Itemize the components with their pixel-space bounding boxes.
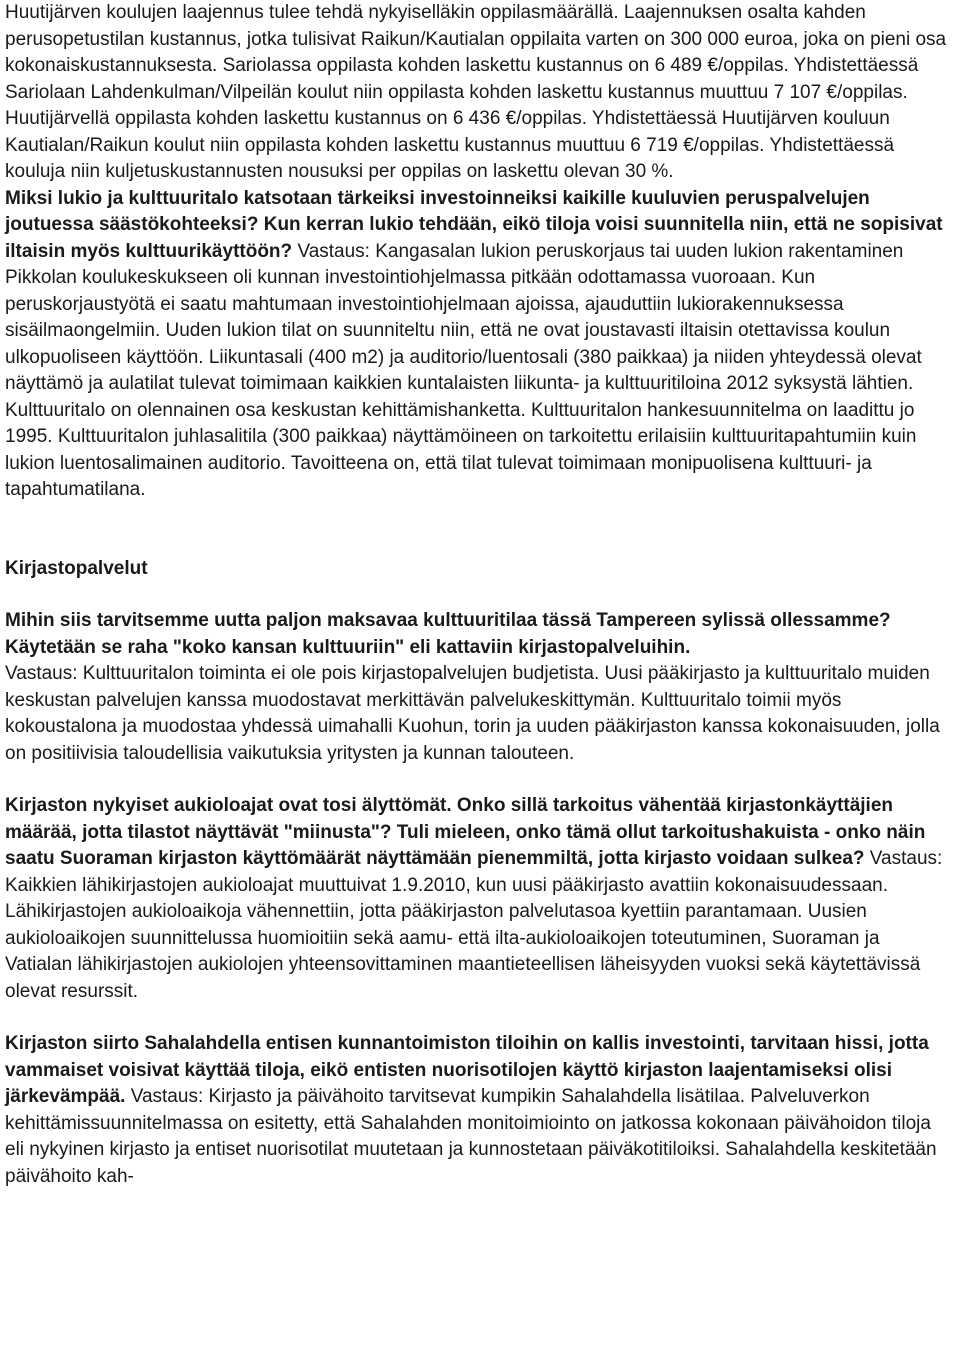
kirjasto-question-3: Kirjaston siirto Sahalahdella entisen kunnantoimiston tiloihin on kallis investointi, tarvitaan hissi, jotta vammaiset voisivat käyttää tiloja, eikö entisten nuorisotilojen käyttö kirjaston laajentamiseksi olisi järkevämpää. <box>5 1033 929 1107</box>
intro-paragraph: Huutijärven koulujen laajennus tulee tehdä nykyiselläkin oppilasmäärällä. Laajennuksen osalta kahden perusopetustilan kustannus, jotka tulisivat Raikun/Kautialan oppilaita varten on 300 000 euroa, joka on pieni osa kokonaiskustannuksesta. Sariolassa oppilasta kohden laskettu kustannus on 6 489 €/oppilas. Yhdistettäessä Sariolaan Lahdenkulman/Vilpeilän koulut niin oppilasta kohden laskettu kustannus muuttuu 7 107 €/oppilas. Huutijärvellä oppilasta kohden laskettu kustannus on 6 436 €/oppilas. Yhdistettäessä Huutijärven kouluun Kautialan/Raikun koulut niin oppilasta kohden laskettu kustannus muuttuu 6 719 €/oppilas. Yhdistettäessä kouluja niin kuljetuskustannusten nousuksi per oppilas on laskettu olevan 30 %. <box>5 2 947 182</box>
lukio-qa-paragraph <box>5 186 950 504</box>
lukio-question-2: Kun kerran lukio tehdään, eikö tiloja voisi suunnitella niin, että ne sopisivat iltaisin myös kulttuurikäyttöön? <box>5 214 943 262</box>
kirjasto-answer-1: Vastaus: Kulttuuritalon toiminta ei ole pois kirjastopalvelujen budjetista. Uusi pääkirjasto ja kulttuuritalo muiden keskustan palvelujen kanssa muodostavat merkittävän palvelukeskittymän. Kulttuuritalo toimii myös kokoustalona ja muodostaa yhdessä uimahalli Kuohun, torin ja uuden pääkirjaston kanssa kokonaisuuden, jolla on positiivisia taloudellisia vaikutuksia yritysten ja kunnan talouteen. <box>5 663 940 764</box>
section-spacer <box>5 504 950 556</box>
kirjasto-qa-1 <box>5 608 950 767</box>
kirjasto-question-1: Mihin siis tarvitsemme uutta paljon maksavaa kulttuuritilaa tässä Tampereen sylissä ollessamme? Käytetään se raha "koko kansan kulttuuriin" eli kattaviin kirjastopalveluihin. <box>5 610 891 658</box>
kirjasto-qa-3 <box>5 1031 950 1190</box>
kirjasto-qa-2 <box>5 793 950 1005</box>
kirjasto-answer-2: Vastaus: Kaikkien lähikirjastojen aukioloajat muuttuivat 1.9.2010, kun uusi pääkirjasto avattiin kokonaisuudessaan. Lähikirjastojen aukioloaikoja vähennettiin, jotta pääkirjaston palvelutasoa kyettiin parantamaan. Uusien aukioloaikojen suunnittelussa huomioitiin sekä aamu- että ilta-aukioloaikojen toteutuminen, Suoraman ja Vatialan lähikirjastojen aukiolojen yhteensovittaminen maantieteellisen läheisyyden vuoksi sekä käytettävissä olevat resurssit. <box>5 848 943 1002</box>
document-page <box>5 0 950 1190</box>
paragraph-spacer <box>5 1005 950 1031</box>
section-spacer <box>5 582 950 608</box>
kirjasto-answer-3: Vastaus: Kirjasto ja päivähoito tarvitsevat kumpikin Sahalahdella lisätilaa. Palveluverkon kehittämissuunnitelmassa on esitetty, että Sahalahden monitoimiointo on jatkossa kokonaan päivähoidon tiloja eli nykyinen kirjasto ja entiset nuorisotilat muutetaan ja kunnostetaan päiväkotitiloiksi. Sahalahdella keskitetään päivähoito kah- <box>5 1086 937 1187</box>
section-heading-kirjastopalvelut: Kirjastopalvelut <box>5 557 148 579</box>
lukio-answer: Vastaus: Kangasalan lukion peruskorjaus tai uuden lukion rakentaminen Pikkolan koulukeskukseen oli kunnan investointiohjelmassa pitkään odottamassa vuoroaan. Kun peruskorjaustyötä ei saatu mahtumaan investointiohjelmaan ajoissa, ajauduttiin lukiorakennuksessa sisäilmaongelmiin. Uuden lukion tilat on suunniteltu niin, että ne ovat joustavasti iltaisin otettavissa koulun ulkopuoliseen käyttöön. Liikuntasali (400 m2) ja auditorio/luentosali (380 paikkaa) ja niiden yhteydessä olevat näyttämö ja aulatilat tulevat toimimaan kaikkien kuntalaisten liikunta- ja kulttuuritiloina 2012 syksystä lähtien. Kulttuuritalo on olennainen osa keskustan kehittämishanketta. Kulttuuritalon hankesuunnitelma on laadittu jo 1995. Kulttuuritalon juhlasalitila (300 paikkaa) näyttämöineen on tarkoitettu erilaisiin kulttuuritapahtumiin kuin lukion luentosalimainen auditorio. Tavoitteena on, että tilat tulevat toimimaan monipuolisena kulttuuri- ja tapahtumatilana. <box>5 240 922 500</box>
paragraph-spacer <box>5 767 950 793</box>
lukio-question-1: Miksi lukio ja kulttuuritalo katsotaan tärkeiksi investoinneiksi kaikille kuuluvien peruspalvelujen joutuessa säästökohteeksi? <box>5 187 870 235</box>
kirjasto-question-2: Kirjaston nykyiset aukioloajat ovat tosi älyttömät. Onko sillä tarkoitus vähentää kirjastonkäyttäjien määrää, jotta tilastot näyttävät "miinusta"? Tuli mieleen, onko tämä ollut tarkoitushakuista - onko näin saatu Suoraman kirjaston käyttömäärät näyttämään pienemmiltä, jotta kirjasto voidaan sulkea? <box>5 795 926 869</box>
